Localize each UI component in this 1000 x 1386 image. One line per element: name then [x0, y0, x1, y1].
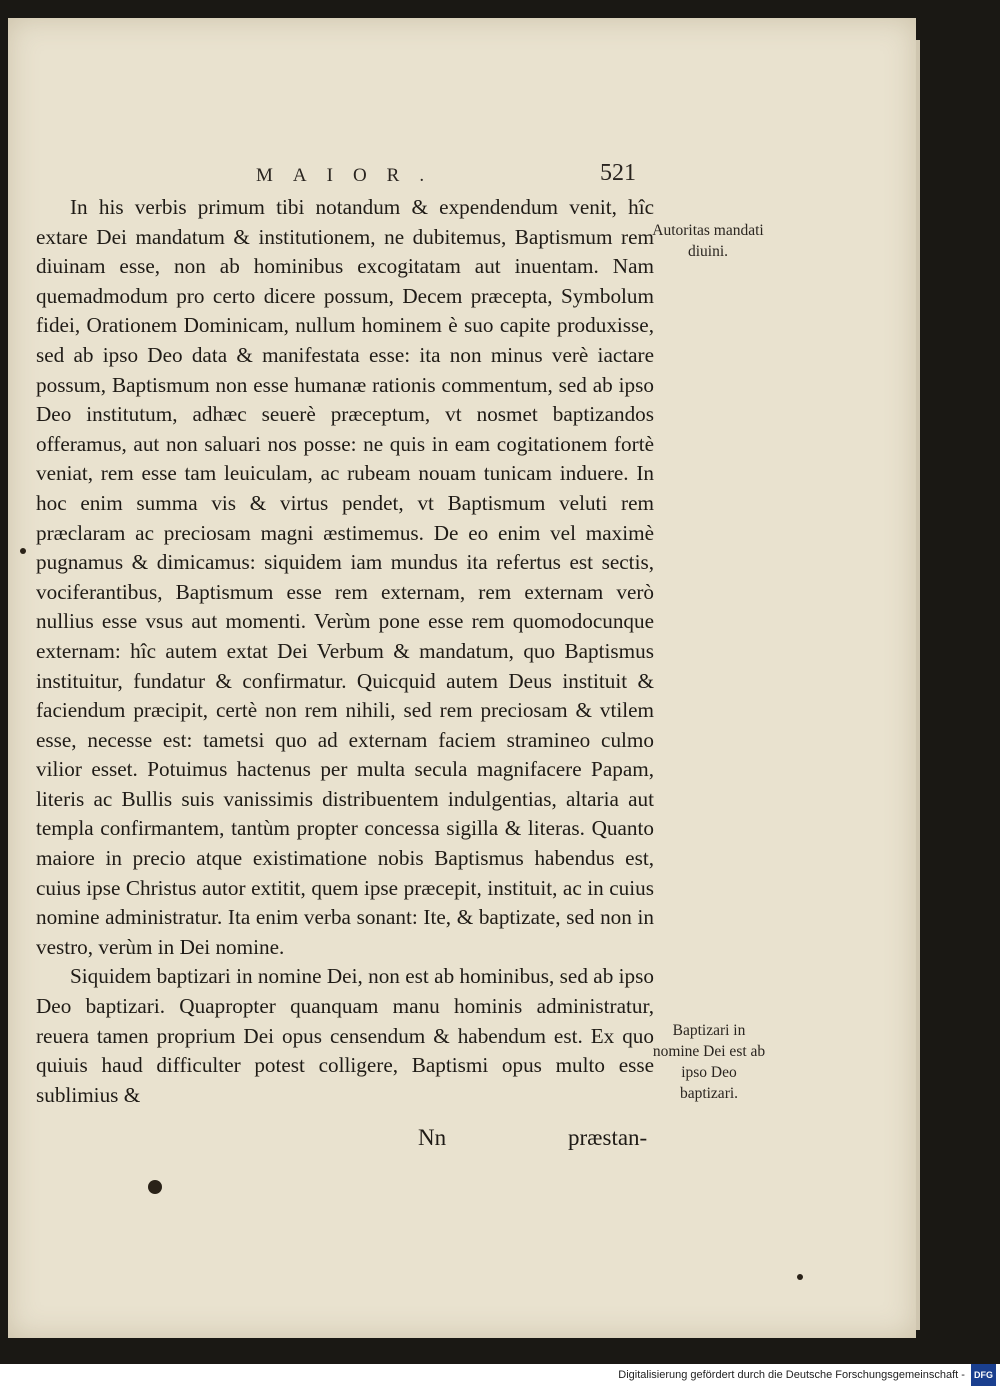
paragraph: In his verbis primum tibi notandum & expendendum venit, hîc extare Dei mandatum & institutionem, ne dubitemus, Baptismum rem diuinam esse, non ab hominibus excogitatam aut inuentam. Nam quemadmodum pro certo dicere possum, Decem præcepta, Symbolum fidei, Orationem Dominicam, nullum hominem è suo capite produxisse, sed ab ipso Deo data & manifestata esse: ita non minus verè iactare possum, Baptismum non esse humanæ rationis commentum, sed ab ipso Deo institutum, adhæc seuerè præceptum, vt nosmet baptizandos offeramus, aut non saluari nos posse: ne quis in eam cogitationem fortè veniat, rem esse tam leuiculam, ac rubeam nouam tunicam induere. In hoc enim summa vis & virtus pendet, vt Baptismum veluti rem præclaram ac preciosam magni æstimemus. De eo enim vel maximè pugnamus & dimicamus: siquidem iam mundus ita refertus est sectis, vociferantibus, Baptismum esse rem externam, rem externam verò nullius esse vsus aut momenti. Verùm pone esse rem quomodocunque externam: hîc autem extat Dei Verbum & mandatum, quo Baptismus instituitur, fundatur & confirmatur. Quicquid autem Deus instituit & faciendum præcipit, certè non rem nihili, sed rem preciosam & vtilem esse, necesse est: tametsi quo ad externam faciem stramineo culmo vilior esset. Potuimus hactenus per multa secula magnifacere Papam, literis ac Bullis suis vanissimis distribuentem indulgentias, altaria aut templa confirmantem, tantùm propter concessa sigilla & literas. Quanto maiore in precio atque existimatione nobis Baptismus habendus est, cuius ipse Christus autor extitit, quem ipse præcepit, instituit, ac in cuius nomine administratur. Ita enim verba sonant: Ite, & baptizate, sed non in vestro, verùm in Dei nomine.: [36, 193, 654, 962]
ink-spot: [148, 1180, 162, 1194]
marginal-note: Autoritas mandati diuini.: [652, 220, 764, 262]
ink-spot: [20, 548, 26, 554]
signature-mark: Nn: [418, 1125, 446, 1151]
marginal-note: Baptizari in nomine Dei est ab ipso Deo baptizari.: [652, 1020, 766, 1104]
ink-spot: [797, 1274, 803, 1280]
page-edge: [916, 40, 920, 1330]
catchword: præstan-: [568, 1125, 647, 1151]
page-number: 521: [600, 160, 636, 187]
running-title: MAIOR.: [256, 165, 444, 187]
digitization-footer: [618, 1364, 1000, 1384]
paragraph: Siquidem baptizari in nomine Dei, non est ab hominibus, sed ab ipso Deo baptizari. Quapropter quanquam manu hominis administratur, reuera tamen proprium Dei opus censendum & habendum est. Ex quo quiuis haud difficulter potest colligere, Baptismi opus multo esse sublimius &: [36, 962, 654, 1110]
dfg-logo: DFG: [971, 1364, 996, 1386]
footer-credit: Digitalisierung gefördert durch die Deutsche Forschungsgemeinschaft -: [618, 1369, 965, 1381]
main-text: [36, 193, 654, 1110]
